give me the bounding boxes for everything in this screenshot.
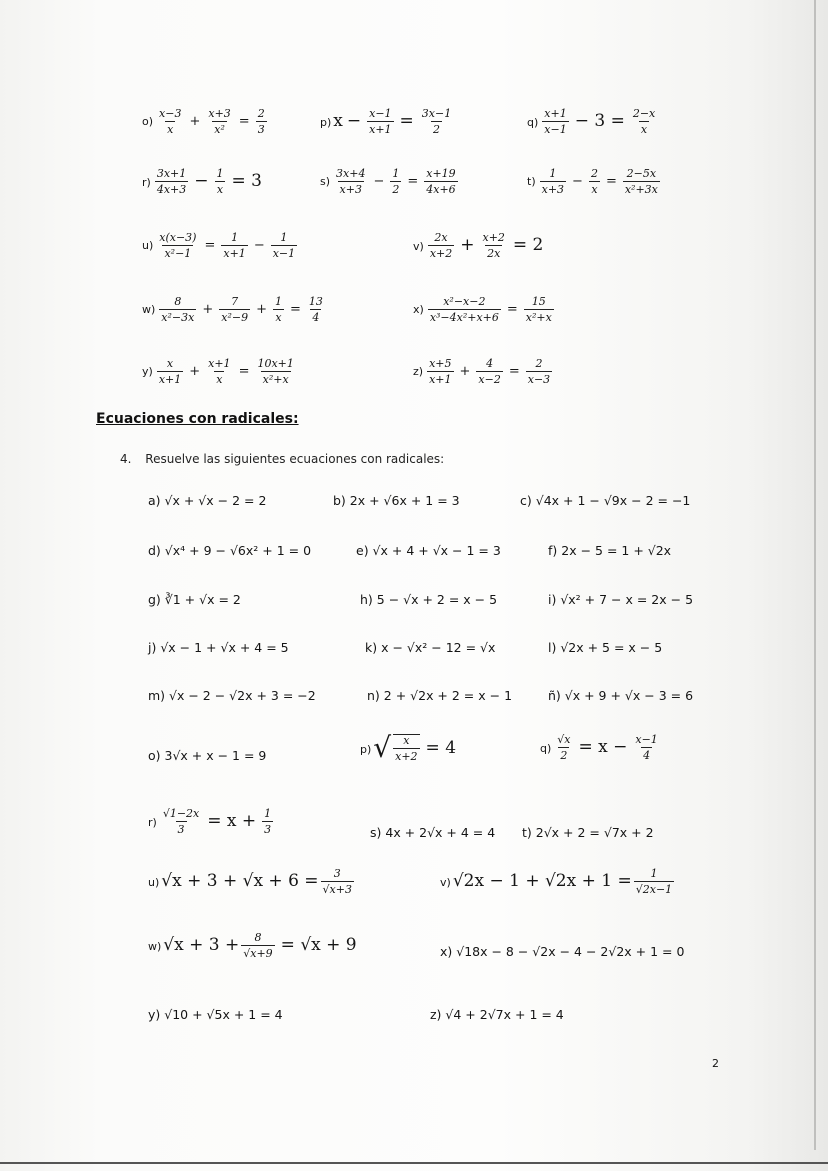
numerator: 1 [231, 231, 239, 244]
fraction [524, 296, 554, 323]
denominator: x+3 [339, 183, 362, 196]
denominator: x+1 [223, 247, 246, 260]
denominator: 3 [177, 823, 185, 836]
numerator: 2−x [632, 107, 656, 120]
fraction [321, 868, 354, 895]
fraction [221, 232, 247, 259]
fraction [219, 296, 250, 323]
denominator: x²+3x [624, 183, 658, 196]
denominator: x+1 [158, 373, 182, 386]
exercise-instruction [120, 452, 444, 466]
denominator: 2x [487, 247, 501, 260]
fraction [555, 734, 572, 761]
radical-fraction-equation-u [148, 868, 356, 895]
operator: = [508, 364, 520, 379]
equation-label: w) [142, 303, 156, 316]
denominator: x+1 [429, 373, 452, 386]
fraction [589, 168, 600, 195]
operator: = [506, 302, 518, 317]
fraction [273, 296, 284, 323]
operator: = x − [578, 737, 628, 757]
radical-fraction-equation-w [148, 932, 361, 959]
rational-equation-v [413, 232, 547, 259]
equation-label: o) [142, 115, 154, 128]
rational-equation-x [413, 296, 556, 323]
equation-label: p) [320, 116, 332, 129]
operator: − [572, 174, 583, 189]
equation-label: r) [142, 176, 151, 189]
operator: = [605, 174, 617, 189]
numerator: 1 [216, 167, 224, 180]
instruction-text: Resuelve las siguientes ecuaciones con radicales: [145, 452, 445, 466]
numerator: x+2 [482, 231, 505, 244]
rational-equation-t [527, 168, 662, 195]
numerator: √x [557, 733, 571, 746]
rational-equation-u [142, 232, 299, 259]
equation-label: q) [540, 742, 552, 755]
fraction [206, 358, 232, 385]
operator: − [373, 174, 385, 189]
fraction [256, 108, 267, 135]
denominator: 2 [433, 123, 440, 136]
denominator: x³−4x²+x+6 [429, 311, 499, 324]
radical-equation-f: f) 2x − 5 = 1 + √2x [548, 543, 672, 558]
radical-equation-y: y) √10 + √5x + 1 = 4 [148, 1007, 283, 1022]
radical-equation-s: s) 4x + 2√x + 4 = 4 [370, 825, 496, 840]
radical-fraction-equation-q [540, 734, 662, 761]
fraction [631, 108, 657, 135]
fraction [428, 296, 501, 323]
numerator: x−3 [159, 107, 182, 120]
denominator: x−1 [272, 247, 296, 260]
numerator: 1 [280, 231, 288, 244]
equation-label: y) [142, 365, 153, 378]
numerator: x [166, 357, 174, 370]
operator: − 3 = [574, 111, 625, 131]
denominator: x [216, 183, 224, 196]
operator: + [460, 235, 475, 255]
radical-equation-n: n) 2 + √2x + 2 = x − 1 [367, 688, 513, 703]
operator: + [256, 302, 267, 317]
denominator: 4x+6 [426, 183, 456, 196]
radical-equation-m: m) √x − 2 − √2x + 3 = −2 [148, 688, 316, 703]
radical-equation-a: a) √x + √x − 2 = 2 [148, 493, 267, 508]
operator: = [238, 114, 250, 129]
denominator: x+1 [369, 123, 392, 136]
operator: = 2 [512, 235, 544, 255]
page-edge-shadow [814, 0, 816, 1150]
operator: + [459, 364, 471, 379]
operator: − [194, 171, 209, 191]
denominator: 3 [257, 123, 265, 136]
denominator: x+2 [395, 750, 418, 763]
rational-equation-w [142, 296, 327, 323]
rational-equation-p [320, 108, 455, 135]
denominator: 2 [560, 749, 568, 762]
radical-equation-k: k) x − √x² − 12 = √x [365, 640, 496, 655]
bottom-edge-line [0, 1162, 828, 1164]
denominator: x [275, 311, 282, 324]
equation-label: r) [148, 816, 157, 829]
denominator: x²+x [525, 311, 552, 324]
numerator: 3x+4 [336, 167, 366, 180]
rational-equation-q [527, 108, 659, 135]
numerator: x+5 [429, 357, 452, 370]
numerator: √1−2x [162, 807, 200, 820]
numerator: 1 [392, 167, 400, 180]
denominator: x [591, 183, 598, 196]
numerator: 8 [174, 295, 182, 308]
fraction [480, 232, 506, 259]
radical-equation-h: h) 5 − √x + 2 = x − 5 [360, 592, 498, 607]
radical-equation-x: x) √18x − 8 − √2x − 4 − 2√2x + 1 = 0 [440, 944, 685, 959]
fraction [427, 358, 453, 385]
fraction [367, 108, 393, 135]
denominator: x²−1 [164, 247, 192, 260]
fraction [540, 168, 566, 195]
numerator: 7 [231, 295, 239, 308]
fraction [526, 358, 552, 385]
denominator: √2x−1 [635, 883, 673, 896]
numerator: 3 [333, 867, 341, 880]
equation-label: p) [360, 742, 372, 756]
numerator: x−1 [369, 107, 392, 120]
denominator: x²−9 [221, 311, 249, 324]
exercise-number: 4. [120, 452, 132, 466]
numerator: 3x+1 [156, 167, 187, 180]
radical-equation-j: j) √x − 1 + √x + 4 = 5 [148, 640, 289, 655]
numerator: 10x+1 [257, 357, 294, 370]
numerator: x+19 [426, 167, 456, 180]
radical-equation-g: g) ∛1 + √x = 2 [148, 592, 241, 607]
fraction [424, 168, 457, 195]
denominator: x²+x [262, 373, 289, 386]
equation-label: v) [440, 876, 451, 889]
equation-label: q) [527, 116, 539, 129]
rational-equation-r [142, 168, 266, 195]
denominator: x+2 [429, 247, 453, 260]
section-heading: Ecuaciones con radicales: [96, 411, 299, 427]
fraction [393, 734, 419, 762]
numerator: x [403, 734, 410, 747]
denominator: x²−3x [161, 311, 195, 324]
expression-text: √x + 3 + [163, 935, 240, 955]
expression-text: √2x − 1 + √2x + 1 = [452, 871, 632, 891]
fraction [542, 108, 568, 135]
denominator: 4 [643, 749, 651, 762]
denominator: x [640, 123, 648, 136]
numerator: 2x [434, 231, 448, 244]
numerator: x²−x−2 [443, 295, 486, 308]
fraction [157, 358, 183, 385]
operator: + [189, 114, 201, 129]
radical-equation-c: c) √4x + 1 − √9x − 2 = −1 [520, 493, 691, 508]
rational-equation-y [142, 358, 298, 385]
rational-equation-o [142, 108, 269, 135]
fraction [155, 168, 188, 195]
numerator: x(x−3) [159, 231, 197, 244]
denominator: x+3 [541, 183, 565, 196]
expression-text: x [333, 111, 343, 131]
equation-label: v) [413, 240, 424, 253]
radical-equation-i: i) √x² + 7 − x = 2x − 5 [548, 592, 694, 607]
fraction [161, 808, 201, 835]
radical-equation-d: d) √x⁴ + 9 − √6x² + 1 = 0 [148, 543, 312, 558]
denominator: x−2 [478, 373, 501, 386]
radical-equation-o: o) 3√x + x − 1 = 9 [148, 748, 267, 763]
denominator: √x+9 [243, 947, 273, 960]
numerator: 4 [486, 357, 494, 370]
operator: = [204, 238, 216, 253]
fraction [633, 734, 659, 761]
operator: = 3 [231, 171, 262, 191]
denominator: 3 [264, 823, 272, 836]
numerator: x+1 [544, 107, 567, 120]
fraction [420, 108, 453, 135]
rational-equation-z [413, 358, 554, 385]
numerator: 3x−1 [421, 107, 452, 120]
radical-equation-b: b) 2x + √6x + 1 = 3 [333, 493, 460, 508]
denominator: x−3 [527, 373, 551, 386]
equation-label: t) [527, 175, 536, 188]
equation-label: z) [413, 365, 424, 378]
equation-label: u) [142, 239, 154, 252]
fraction [157, 108, 183, 135]
fraction [334, 168, 367, 195]
operator: + [189, 364, 201, 379]
operator: = √x + 9 [280, 935, 357, 955]
radical-fraction-equation-r [148, 808, 275, 835]
radical-equation-ñ: ñ) √x + 9 + √x − 3 = 6 [548, 688, 694, 703]
denominator: √x+3 [322, 883, 352, 896]
fraction [634, 868, 674, 895]
numerator: 1 [650, 867, 658, 880]
fraction [206, 108, 232, 135]
fraction [215, 168, 226, 195]
operator: + [202, 302, 214, 317]
fraction [271, 232, 297, 259]
numerator: x+1 [208, 357, 231, 370]
fraction [428, 232, 454, 259]
equation-label: w) [148, 940, 162, 953]
denominator: x [167, 123, 174, 136]
fraction [307, 296, 325, 323]
fraction [390, 168, 401, 195]
operator: = [399, 111, 414, 131]
operator: = x + [207, 811, 257, 831]
fraction [262, 808, 273, 835]
sqrt-sign: √ [373, 731, 392, 764]
radical-equation-e: e) √x + 4 + √x − 1 = 3 [356, 543, 501, 558]
numerator: 1 [264, 807, 272, 820]
expression-text: √x + 3 + √x + 6 = [161, 871, 319, 891]
radical-equation-z: z) √4 + 2√7x + 1 = 4 [430, 1007, 564, 1022]
equation-label: x) [413, 303, 424, 316]
denominator: x [216, 373, 223, 386]
radical-fraction-equation-p [360, 731, 460, 764]
operator: − [346, 111, 362, 131]
numerator: 1 [275, 295, 282, 308]
page-number: 2 [712, 1057, 719, 1070]
numerator: 2 [590, 167, 598, 180]
fraction [255, 358, 295, 385]
numerator: 15 [531, 295, 546, 308]
fraction [623, 168, 660, 195]
numerator: 2−5x [626, 167, 657, 180]
operator: − [253, 238, 265, 253]
denominator: 4 [312, 311, 320, 324]
numerator: 1 [549, 167, 557, 180]
radical-equation-t: t) 2√x + 2 = √7x + 2 [522, 825, 654, 840]
numerator: 2 [257, 107, 265, 120]
operator: = [238, 364, 250, 379]
denominator: 4x+3 [156, 183, 187, 196]
equation-label: u) [148, 876, 160, 889]
operator: = 4 [425, 737, 457, 758]
rational-equation-s [320, 168, 460, 195]
fraction [476, 358, 502, 385]
radical-fraction-equation-v [440, 868, 676, 895]
numerator: 8 [254, 931, 262, 944]
operator: = [290, 302, 301, 317]
denominator: x² [214, 123, 225, 136]
fraction [159, 296, 196, 323]
fraction [157, 232, 198, 259]
denominator: 2 [392, 183, 400, 196]
denominator: x−1 [544, 123, 567, 136]
equation-label: s) [320, 175, 331, 188]
numerator: 13 [308, 295, 323, 308]
fraction [241, 932, 274, 959]
numerator: 2 [535, 357, 543, 370]
numerator: x−1 [635, 733, 658, 746]
radical-equation-l: l) √2x + 5 = x − 5 [548, 640, 663, 655]
operator: = [407, 174, 419, 189]
numerator: x+3 [208, 107, 231, 120]
